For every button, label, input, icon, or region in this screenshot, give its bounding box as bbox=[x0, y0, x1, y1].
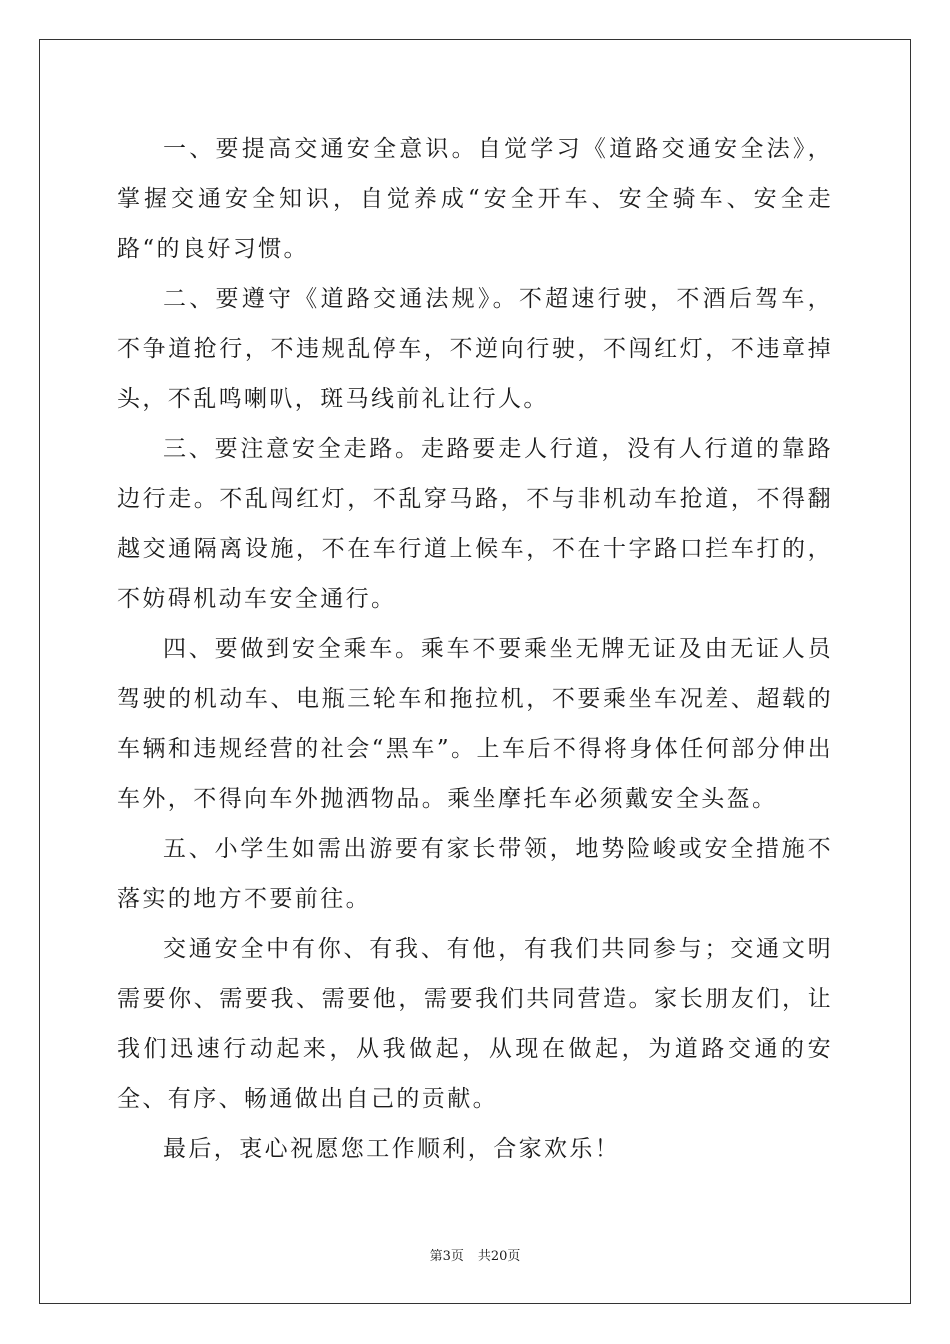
paragraph-1: 一、要提高交通安全意识。自觉学习《道路交通安全法》，掌握交通安全知识，自觉养成“安全开车、安全骑车、安全走路“的良好习惯。 bbox=[117, 136, 833, 262]
current-page-label: 第3页 bbox=[429, 1249, 464, 1264]
page-footer bbox=[0, 1248, 950, 1266]
document-body bbox=[117, 124, 833, 1174]
paragraph-4: 四、要做到安全乘车。乘车不要乘坐无牌无证及由无证人员驾驶的机动车、电瓶三轮车和拖拉机，不要乘坐车况差、超载的车辆和违规经营的社会“黑车”。上车后不得将身体任何部分伸出车外，不得向车外抛洒物品。乘坐摩托车必须戴安全头盔。 bbox=[117, 636, 833, 812]
paragraph-5: 五、小学生如需出游要有家长带领，地势险峻或安全措施不落实的地方不要前往。 bbox=[117, 836, 833, 912]
total-pages-label: 共20页 bbox=[477, 1249, 521, 1264]
paragraph-3: 三、要注意安全走路。走路要走人行道，没有人行道的靠路边行走。不乱闯红灯，不乱穿马路，不与非机动车抢道，不得翻越交通隔离设施，不在车行道上候车，不在十字路口拦车打的，不妨碍机动车安全通行。 bbox=[117, 436, 833, 612]
paragraph-6: 交通安全中有你、有我、有他，有我们共同参与；交通文明需要你、需要我、需要他，需要我们共同营造。家长朋友们，让我们迅速行动起来，从我做起，从现在做起，为道路交通的安全、有序、畅通做出自己的贡献。 bbox=[117, 936, 833, 1112]
paragraph-7: 最后，衷心祝愿您工作顺利，合家欢乐！ bbox=[163, 1136, 621, 1162]
paragraph-2: 二、要遵守《道路交通法规》。不超速行驶，不酒后驾车，不争道抢行，不违规乱停车，不逆向行驶，不闯红灯，不违章掉头，不乱鸣喇叭，斑马线前礼让行人。 bbox=[117, 286, 833, 412]
